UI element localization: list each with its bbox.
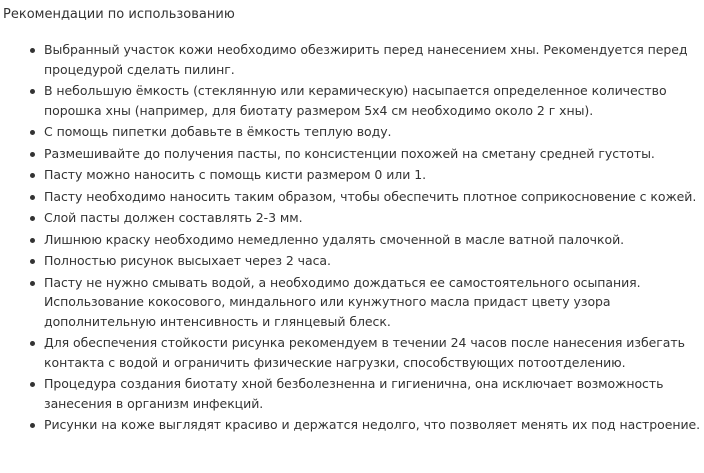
list-item-text-line: Использование кокосового, миндального или кунжутного масла придаст цвету узора (44, 294, 611, 309)
bullet-icon (30, 130, 35, 135)
list-item (0, 415, 704, 435)
bullet-icon (30, 216, 35, 221)
bullet-icon (30, 89, 35, 94)
list-item-text-line: Процедура создания биотату хной безболезненна и гигиенична, она исключает возможность (44, 376, 664, 391)
list-item (0, 230, 704, 250)
bullet-icon (30, 173, 35, 178)
recommendations-list (0, 40, 704, 437)
list-item-text-line: Пасту можно наносить с помощь кисти размером 0 или 1. (44, 167, 427, 182)
bullet-icon (30, 341, 35, 346)
bullet-icon (30, 195, 35, 200)
list-item-text-line: С помощь пипетки добавьте в ёмкость теплую воду. (44, 124, 392, 139)
bullet-icon (30, 423, 35, 428)
list-item (0, 208, 704, 228)
list-item-text-line: процедурой сделать пилинг. (44, 61, 235, 77)
list-item-text-line: Слой пасты должен составлять 2-3 мм. (44, 210, 303, 225)
section-heading: Рекомендации по использованию (3, 7, 235, 22)
bullet-icon (30, 152, 35, 157)
list-item-text-line: Лишнюю краску необходимо немедленно удалять смоченной в масле ватной палочкой. (44, 231, 625, 247)
list-item-text-line: контакта с водой и ограничить физические нагрузки, способствующих потоотделению. (44, 354, 626, 370)
bullet-icon (30, 48, 35, 53)
list-item (0, 40, 704, 79)
list-item-text-line: Пасту необходимо наносить таким образом, чтобы обеспечить плотное соприкосновение с кожей. (44, 188, 697, 204)
bullet-icon (30, 238, 35, 243)
list-item (0, 165, 704, 185)
list-item-text-line: В небольшую ёмкость (стеклянную или керамическую) насыпается определенное количество (44, 83, 667, 98)
bullet-icon (30, 382, 35, 387)
list-item-text-line: занесения в организм инфекций. (44, 395, 264, 411)
list-item-text-line: Размешивайте до получения пасты, по консистенции похожей на сметану средней густоты. (44, 145, 655, 161)
bullet-icon (30, 281, 35, 286)
list-item (0, 251, 704, 271)
list-item (0, 122, 704, 142)
list-item-text-line: Полностью рисунок высыхает через 2 часа. (44, 253, 331, 268)
list-item-text-line: дополнительную интенсивность и глянцевый блеск. (44, 313, 391, 329)
list-item-text-line: Пасту не нужно смывать водой, а необходимо дождаться ее самостоятельного осыпания. (44, 274, 641, 290)
list-item (0, 81, 704, 120)
list-item-text-line: Выбранный участок кожи необходимо обезжирить перед нанесением хны. Рекомендуется перед (44, 42, 688, 57)
list-item (0, 187, 704, 207)
list-item (0, 144, 704, 164)
list-item (0, 273, 704, 332)
list-item (0, 374, 704, 413)
list-item (0, 333, 704, 372)
bullet-icon (30, 259, 35, 264)
list-item-text-line: порошка хны (например, для биотату размером 5х4 см необходимо около 2 г хны). (44, 102, 594, 118)
list-item-text-line: Рисунки на коже выглядят красиво и держатся недолго, что позволяет менять их под настроение. (44, 417, 701, 432)
list-item-text-line: Для обеспечения стойкости рисунка рекомендуем в течении 24 часов после нанесения избегать (44, 335, 685, 350)
